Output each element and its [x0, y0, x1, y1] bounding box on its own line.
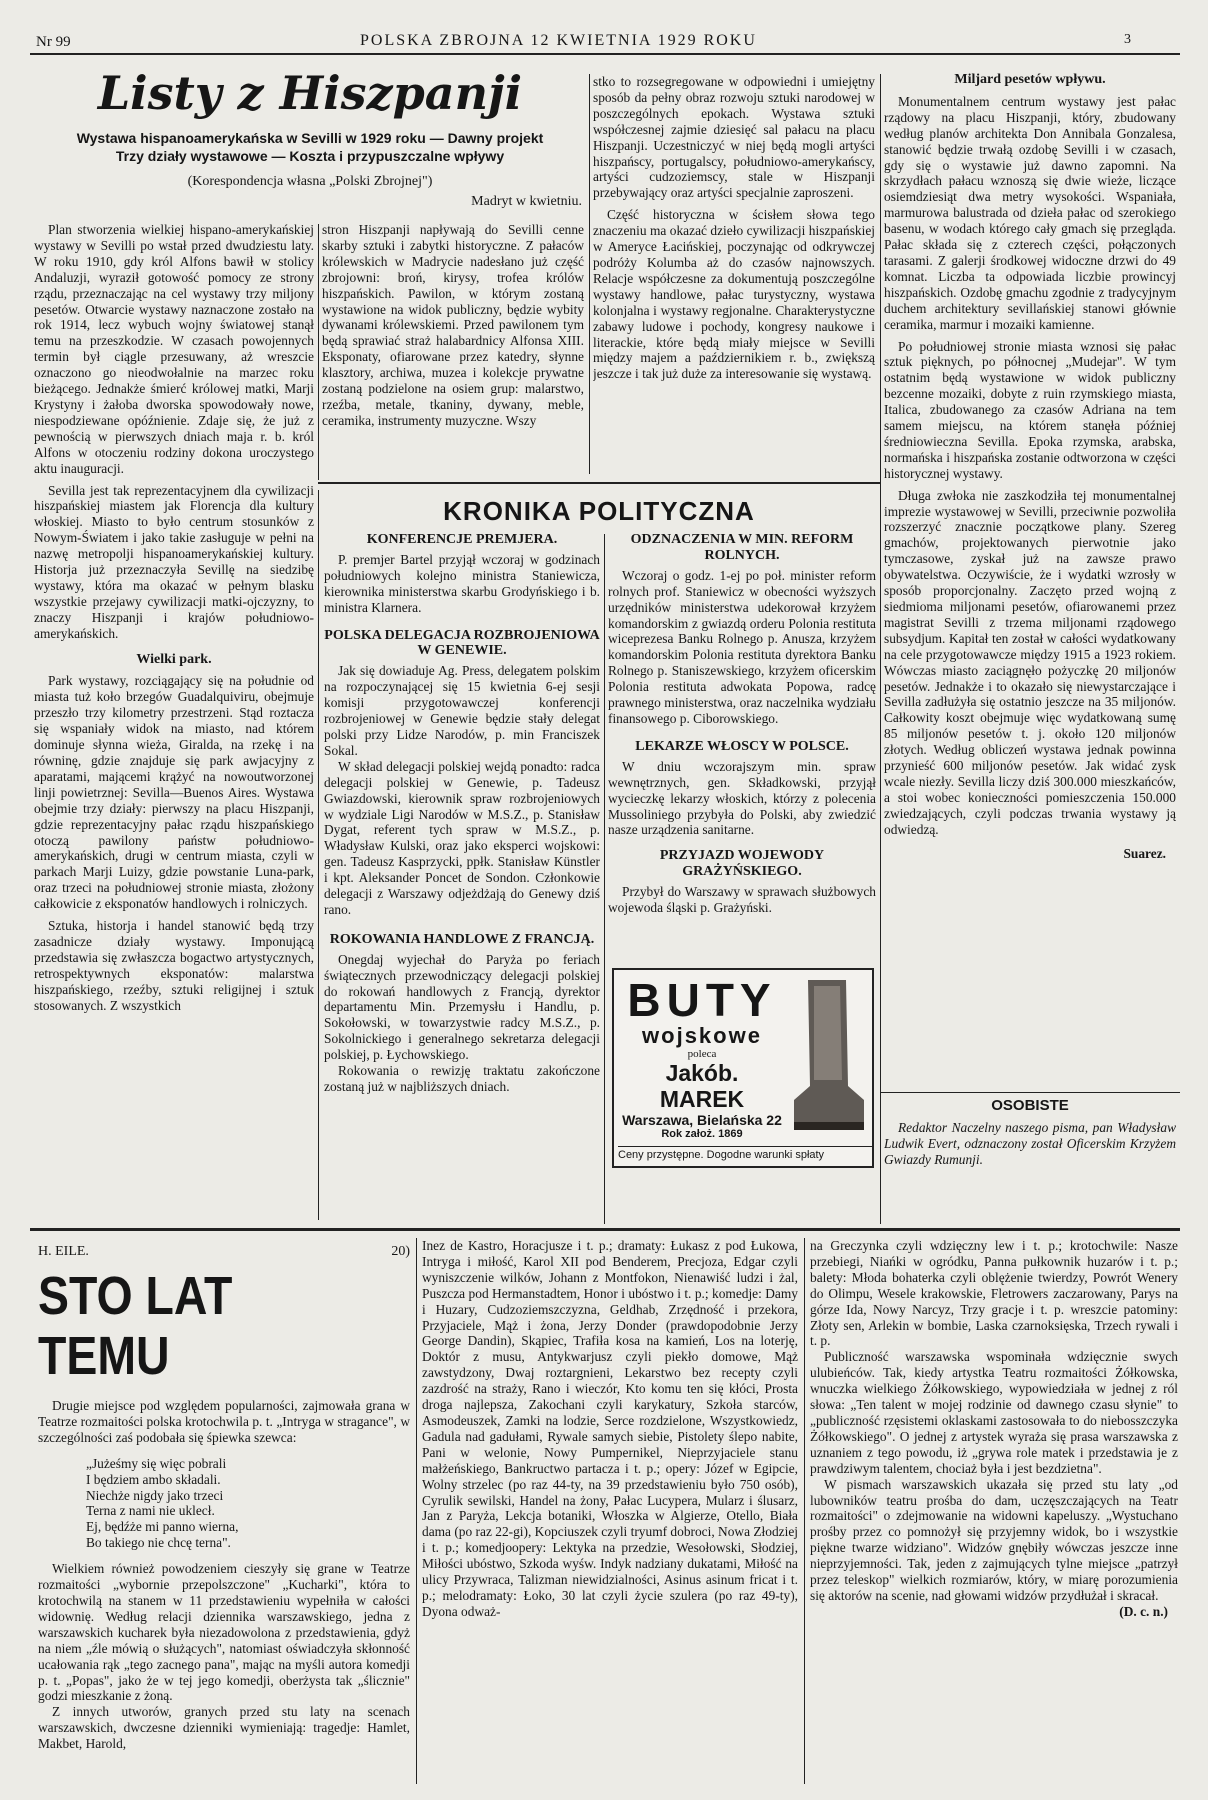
news-heading: ROKOWANIA HANDLOWE Z FRANCJĄ.	[329, 931, 595, 947]
boot-icon	[790, 976, 868, 1136]
article-column-4	[884, 72, 1176, 1052]
ad-subheadline: wojskowe	[642, 1023, 762, 1048]
section-heading-miljard: Miljard pesetów wpływu.	[954, 72, 1106, 87]
news-heading: KONFERENCJE PREMJERA.	[366, 532, 558, 547]
article-paragraph: Park wystawy, rozciągający się na południe od miasta tuż koło brzegów Guadalquiviru, obejmuje przeszło trzy kilometry przestrzeni. Stąd roztacza się wspaniały widok na miasto, nad którem dominuje słynna wieża, Giralda, na rzekę i na równinę, gdzie znajduje się park awjacyjny z aparatami, mającemi krążyć na nowoutworzonej linji powietrznej: Sevilla—Buenos Aires. Wystawa obejmie trzy działy: pierwszy na placu Hiszpanji, gdzie reprezentacyjny pałac rządu hiszpańskiego otoczą pawilony państw południowo-amerykańskich, drugi w centrum miasta, czyli w parkach Marji Luizy, gdzie powstanie Luna-park, oraz trzeci na południowej stronie miasta, złożony całkowicie z eksponatów handlowych i rolniczych.	[34, 673, 314, 912]
article-subtitle-1: Wystawa hispanoamerykańska w Sevilli w 1929 roku — Dawny projekt	[76, 130, 544, 146]
ad-headline: BUTY	[627, 974, 777, 1026]
kronika-top-rule	[318, 482, 880, 484]
ad-recommends: poleca	[687, 1048, 717, 1060]
news-text: W dniu wczorajszym min. spraw wewnętrznych, gen. Składkowski, przyjął wycieczkę lekarzy włoskich, którzy z polecenia Mussoliniego przybyła do Polski, aby zwiedzić nasze urządzenia sanitarne.	[608, 758, 876, 838]
advertisement-buty	[612, 968, 874, 1168]
article-byline: (Korespondencja własna „Polski Zbrojnej")	[187, 174, 433, 189]
article-column-3	[593, 74, 875, 474]
news-text: Rokowania o rewizję traktatu zakończone zostaną już w najbliższych dniach.	[324, 1063, 600, 1094]
verse-line: Niechże nigdy jako trzeci	[86, 1487, 224, 1503]
ad-address: Warszawa, Bielańska 22	[622, 1112, 782, 1128]
news-heading: POLSKA DELEGACJA ROZBROJENIOWA W GENEWIE.	[324, 627, 600, 659]
article-header	[30, 66, 590, 216]
article-paragraph: Monumentalnem centrum wystawy jest pałac rządowy na placu Hiszpanji, który, zbudowany według planów architekta Don Annibala Gonzalesa, stanowić będzie trwałą ozdobę Sevilli i w czasach, gdy się o wystawie już dawno zapomni. Na skrzydłach pałacu wznoszą się dwie wieże, liczące osiemdziesiąt dwa metry wysokości. Wspaniała, marmurowa balustrada od dzieła pałac od szerokiego basenu, w wodach którego cały gmach się przegląda. Pałac składa się z czterech części, połączonych tarasami. Z galerji środkowej widoczne drzwi do 49 komnat. Liczba ta odpowiada liczbie prowincyj hiszpańskich. Ozdobę gmachu zgodnie z tradycyjnym duchem architektury sevillańskiej stanowi głównie ceramika, marmur i mozaiki kamienne.	[884, 93, 1176, 332]
verse-line: Ej, będźże mi panno wierna,	[86, 1519, 239, 1535]
verse-line: „Jużeśmy się więc pobrali	[86, 1455, 227, 1471]
article-title: Listy z Hiszpanji	[97, 66, 523, 120]
news-heading: ODZNACZENIA W MIN. REFORM ROLNYCH.	[630, 532, 854, 563]
kronika-title: KRONIKA POLITYCZNA	[443, 496, 755, 526]
article-dateline: Madryt w kwietniu.	[471, 194, 582, 209]
article-column-2	[322, 222, 584, 472]
news-text: Jak się dowiaduje Ag. Press, delegatem polskim na rozpoczynającej się 15 kwietnia 6-ej sesji komisji przygotowawczej konferencji rozbrojeniowej w Genewie będzie stały delegat polski przy Lidze Narodów, p. min Franciszek Sokal.	[324, 663, 600, 758]
serial-number: 20)	[391, 1244, 410, 1259]
masthead	[30, 28, 1180, 54]
article-paragraph: stko to rozsegregowane w odpowiedni i umiejętny sposób da pełny obraz rozwoju sztuki narodowej w poszczególnych epokach. Wystawa sztuki współczesnej zajmie dziesięć sal pałacu na placu Hiszpanji. Uczestniczyć w niej będą mogli artyści hiszpańscy, portugalscy, południowo-amerykańscy, artyści cudzoziemscy, stale w Hiszpanji przebywający oraz artyści specjalnie zaproszeni.	[593, 74, 875, 201]
article-paragraph: Sevilla jest tak reprezentacyjnem dla cywilizacji hiszpańskiej miastem jak Florencja dla kultury włoskiej. Miasto to było centrum stosunków z Nowym-Światem i jako takie zasługuje w pełni na nazwę metropolji hispanoamerykańskiej kultury. Historja już przeznaczyła Sevillę na siedzibę wystawy, która ma okazać w pełnym blasku wszystkie przejawy cywilizacji matki-ojczyzny, to znaczy Hiszpanji i krajów południowo-amerykańskich.	[34, 482, 314, 641]
kronika-column-right	[608, 532, 876, 952]
serial-paragraph: W pismach warszawskich ukazała się przed stu laty „od lubowników teatru prośba do dam, uczęszczających na Teatr rozmaitości" o zdejmowanie na widowni kapeluszy. „Wystuchano prośby przez co pomnożył się przyjemny widok, bo i wszystkie piękne twarze widziano". Widzów gnębiły wówczas jeszcze inne nieprzyjemności. Tak, jeden z zajmujących tylne miejsce „patrzył przez teleskop" wielkich rozmiarów, który, w miarę porozumienia się aktorów na scenie, nad głowami widzów przydłużał i skracał.	[810, 1476, 1178, 1603]
verse-line: I będziem ambo składali.	[86, 1471, 221, 1487]
serial-column-2	[422, 1238, 798, 1784]
masthead-rule	[30, 53, 1180, 55]
article-paragraph: Część historyczna w ścisłem słowa tego znaczeniu ma okazać dzieło cywilizacji hiszpańskiej w Ameryce Łacińskiej, poczynając od odkrywczej podróży Kolumba aż do czasów najnowszych. Relacje współczesne za dokumentują poszczególne wystawy handlowe, pałac turystyczny, wystawa kolonjalna i wystawy regjonalne. Charakterystyczne zabawy ludowe i pochody, kongresy naukowe i literackie, które będą miały miejsce w Sevilli między majem a październikiem r. b., zwiększą jeszcze i tak już duże za interesowanie się wystawą.	[593, 207, 875, 382]
column-rule	[416, 1238, 417, 1784]
column-rule	[604, 534, 605, 1224]
masthead-title: POLSKA ZBROJNA 12 KWIETNIA 1929 ROKU	[360, 32, 757, 49]
article-subtitle-2: Trzy działy wystawowe — Koszta i przypuszczalne wpływy	[115, 148, 505, 164]
verse-line: Bo takiego nie chcę terna".	[86, 1535, 231, 1551]
ad-company: Jakób. MAREK	[659, 1060, 745, 1112]
news-heading: PRZYJAZD WOJEWODY GRAŻYŃSKIEGO.	[659, 848, 825, 880]
section-heading-park: Wielki park.	[136, 651, 212, 667]
serial-paragraph: Z innych utworów, granych przed stu laty na scenach warszawskich, dwczesne dzienniki wymieniają: tragedje: Hamlet, Makbet, Harold,	[38, 1704, 410, 1752]
serial-author: H. EILE.	[38, 1244, 89, 1259]
news-text: Wczoraj o godz. 1-ej po poł. minister reform rolnych prof. Staniewicz w obecności wyższych urzędników ministerstwa udekorował krzyżem komandorskim z gwiazdą orderu Polonia restituta wiceprezesa Banku Rolnego p. Anusza, krzyżem komandorskim Polonia restituta dyrektora Banku Rolnego p. Staniszewskiego, krzyżem oficerskim Polonia restituta adwokata Popowa, radcę prawnego ministerstwa, oraz naczelnika wydziału finansowego p. Ciborowskiego.	[608, 567, 876, 726]
article-paragraph: stron Hiszpanji napływają do Sevilli cenne skarby sztuki i zabytki historyczne. Z pałaców królewskich w Madrycie nadesłano już część zbrojowni: broń, kirysy, trofea królów hiszpańskich. Pawilon, w którym zostaną wystawione na widok publiczny, będzie wybity dywanami królewskiemi. Przed pawilonem tym będą sprawiać straż halabardnicy Alfonsa XIII. Eksponaty, ofiarowane przez katedry, słynne klasztory, archiwa, muzea i kolekcje prywatne zostaną podzielone na osiem grup: malarstwo, rzeźba, metale, tkaniny, dywany, meble, ceramika, instrumenty muzyczne. Wszy	[322, 222, 584, 428]
column-rule	[589, 74, 590, 474]
news-text: P. premjer Bartel przyjął wczoraj w godzinach południowych kolejno ministra Staniewicza, kierownika ministerstwa skarbu Grodyńskiego i b. ministra Klarnera.	[324, 551, 600, 615]
song-verse	[86, 1456, 410, 1551]
serial-title: STO LAT TEMU	[38, 1266, 233, 1386]
verse-line: Terna z nami nie uklecł.	[86, 1503, 215, 1519]
news-heading: LEKARZE WŁOSCY W POLSCE.	[635, 738, 849, 754]
article-paragraph: Długa zwłoka nie zaszkodziła tej monumentalnej imprezie wystawowej w Sevilli, przeciwnie pozwoliła rozszerzyć znacznie początkowe plany. Szereg gmachów, projektowanych pierwotnie jako tymczasowe, zyskał już na zawsze prawo obywatelstwa. Oczywiście, że i wydatki wzrosły w sposób proporcjonalny. Zaczęto przed wojną z siedmioma miljonami pesetów, ofiarowanemi przez magistrat Sevilli z trzema miljonami rządowego subsydjum. Kapitał ten został w całości wydatkowany na cele przygotowawcze między 1915 a 1923 rokiem. Wówczas miasto zaciągnęło pożyczkę 20 miljonów pesetów. Jednakże i to okazało się niewystarczające i Sevilla zadłużyła się ostatnio jeszcze na 35 miljonów. Całkowity koszt obejmuje więc wydatkowaną sumę 85 miljonów pesetów t. j. około 120 miljonów złotych. Według obliczeń wystawa jednak powinna przynieść 600 miljonów pesetów. Jak widać zysk wcale niezły. Sevilla liczy dziś 300.000 mieszkańców, a stoi wobec konieczności pomieszczenia 150.000 zwiedzających, czyli podczas trwania wystawy ją odwiedzą.	[884, 487, 1176, 837]
column-rule	[804, 1238, 805, 1784]
osobiste-top-rule	[880, 1092, 1180, 1093]
news-text: Onegdaj wyjechał do Paryża po feriach świątecznych przewodniczący delegacji polskiej do rokowań handlowych z Francją, dyrektor departamentu Min. Przemysłu i Handlu, p. Sokołowski, w towarzystwie radcy M.S.Z., p. Sokolnickiego i generalnego sekretarza delegacji polskiej, p. Łychowskiego.	[324, 951, 600, 1063]
osobiste-text: Redaktor Naczelny naszego pisma, pan Władysław Ludwik Evert, odznaczony został Oficerskim Krzyżem Gwiazdy Rumunji.	[884, 1120, 1176, 1167]
osobiste-title: OSOBISTE	[991, 1098, 1069, 1114]
serial-paragraph: na Greczynka czyli wdzięczny lew i t. p.; krotochwile: Nasze przebiegi, Niańki w ogródku, Panna pułkownik huzarów i t. p.; balety: Młoda bohaterka czyli oblężenie twierdzy, Powrót Wenery do Olimpu, Wesele krakowskie, Fletrowers zaczarowany, Parys na górze Ida, Nowy Narcyz, Trzy gracje i t. p. wreszcie patominy: Złoty sen, Arlekin w bombie, Laska czarnoksięska, Trzech rywali i t. p.	[810, 1238, 1178, 1349]
serial-paragraph: Publiczność warszawska wspominała wdzięcznie swych ulubieńców. Tak, kiedy artystka Teatru rozmaitości Żółkowska, wnuczka wielkiego Żółkowskiego, wypowiedziała w jednej z ról słowa: „Ten talent w mojej rodzinie od dawnego czasu słynie" to „publiczność rzęsistemi oklaskami zastosowała to do niebosszczyka Żółkowskiego". O jednej z artystek wyraża się prasa warszawska z uznaniem z tego powodu, iż „grywa role matek i przedstawia je z prawdziwym talentem, chociaż była i jest bezdzietna".	[810, 1349, 1178, 1476]
serial-column-3	[810, 1238, 1178, 1784]
article-paragraph: Sztuka, historja i handel stanowić będą trzy zasadnicze działy wystawy. Imponującą przedstawia się zwłaszcza bogactwo artystycznych, retrospektywnych eksponatów: malarstwa hiszpańskiego, rzeźby, sztuki religijnej i sztuk stosowanych. Z wszystkich	[34, 918, 314, 1013]
to-be-continued: (D. c. n.)	[1119, 1603, 1168, 1619]
article-paragraph: Plan stworzenia wielkiej hispano-amerykańskiej wystawy w Sevilli po wstał przed dwudziestu laty. W roku 1910, gdy król Alfons bawił w stolicy Andaluzji, wyraził gotowość pomocy ze strony rządu, przeznaczając na cel wystawy trzy miljony pesetów. Otwarcie wystawy naznaczone zostało na rok 1914, lecz wybuch wojny światowej stanął temu na przeszkodzie. W czasach powojennych termin był ciągle przesuwany, aż wreszcie oznaczono go nieodwołalnie na marzec roku bieżącego. Jednakże śmierć królowej matki, Marji Krystyny i żałoba dworska spowodowały nowe, niespodziewane opóźnienie. Zdaje się, że już z pewnością w pierwszych dniach maja r. b. król Alfons w otoczeniu rodziny dokona uroczystego aktu inauguracji.	[34, 222, 314, 476]
serial-paragraph: Inez de Kastro, Horacjusze i t. p.; dramaty: Łukasz z pod Łukowa, Intryga i miłość, Karol XII pod Benderem, Precjoza, Edgar czyli wyniszczenie wilków, Johann z Montfokon, Nienawiść ludzi i żal, Puszcza pod Hermanstadtem, Honor i ubóstwo i t. p.; komedje: Damy i Huzary, Cudzoziemszczyzna, Geldhab, Zrzędność i przekora, Przyjaciele, Mąż i żona, Jerzy Donder (prawdopodobnie Jerzy George Dandin), Skąpiec, Trafiła kosa na kamień, Los na loterję, Doktór z musu, Antykwarjusz czyli piekło domowe, Mąż zawstydzony, Dwaj roztargnieni, Lekarstwo bez recepty czyli zazdrość na straży, Rano i wieczór, Kto komu ten się kłóci, Prosta droga najlepsza, Zakochani czyli karykatury, Szkoła starców, Asmodeuszek, Zamki na lodzie, Serce rozdzielone, Wszystkowiedz, Gadula nad gadułami, Rywale samych siebie, Pistolety ślepo nabite, Pani w welonie, Nowy Pumpernikel, Nieprzyjaciele stanu małżeńskiego, Bankructwo partacza i t. p.; opery: Józef w Egipcie, Wolny strzelec (po raz 44-ty, na 39 przedstawieniu było 750 osób), Cyrulik sewilski, Handel na żony, Pałac Lucypera, Mularz i ślusarz, Jan z Paryża, Lekcja botaniki, Włoszka w Algierze, Otello, Biała dama (po raz 22-gi), Kopciuszek czyli tryumf dobroci, Nowa Złodziej i t. p.; komedjoopery: Lektyka na przedzie, Wesołowski, Słodziej, Miłości ubóstwo, Szkoda wyśw. Indyk nadziany dukatami, Miłość na ulicy Przywraca, Talizman niewidzialności, Asinus asinum fricat i t. p.; melodramaty: Łoko, 30 lat czyli życie szulera (po raz 49-ty), Dyona odważ-	[422, 1238, 798, 1619]
column-rule	[318, 224, 319, 480]
serial-paragraph: Wielkiem również powodzeniem cieszyły się grane w Teatrze rozmaitości „wybornie przepolszczone" „Kucharki", która to krotochwilą na stanem w 11 przedstawieniu wypełniła w całości widownię. Według relacji dziennika warszawskiego, jedna z warszawskich kucharek była niezadowolona z przedstawienia, gdyż na niem „źle mówią o służących", natomiast oświadczyła skłonność ucałowania rąk „tego zacnego pana", mając na myśli autora komedji p. t. „Popas", jako że w tej jego komedji, oberżysta tak „ślicznie" godzi mieszkanie z żoną.	[38, 1561, 410, 1704]
column-rule	[318, 490, 319, 1220]
ad-founded: Rok założ. 1869	[661, 1128, 743, 1140]
column-rule	[880, 74, 881, 1224]
article-paragraph: Po południowej stronie miasta wznosi się pałac sztuk pięknych, po północnej „Mudejar". W tym ostatnim będą wystawione w widok publiczny bezcenne mozaiki, dobyte z ruin rzymskiego miasta, Italica, zbudowanego za czasów Adriana na tem samem miejscu, na którem stanęła później średniowieczna Sevilla. Epoka rzymska, arabska, normańska i hiszpańska zostanie odtworzona w części historycznej wystawy.	[884, 338, 1176, 481]
article-column-1	[34, 222, 314, 1222]
news-text: W skład delegacji polskiej wejdą ponadto: radca delegacji polskiej w Genewie, p. Tadeusz Gwiazdowski, kierownik spraw rozbrojeniowych w wydziale Ligi Narodów w M.S.Z., p. Stanisław Dygat, referent tych spraw w M.S.Z., p. Władysław Kulski, oraz jako eksperci wojskowi: gen. Tadeusz Kasprzycki, ppłk. Stanisław Künstler i kpt. Aleksander Poncet de Sondon. Członkowie delegacji z Warszawy odjeżdżają do Genewy dziś rano.	[324, 758, 600, 917]
kronika-column-left	[324, 532, 600, 1222]
serial-column-1	[38, 1244, 410, 1784]
page-number: 3	[1124, 32, 1131, 47]
news-text: Przybył do Warszawy w sprawach służbowych wojewoda śląski p. Grażyński.	[608, 884, 876, 916]
osobiste-box	[884, 1098, 1176, 1218]
article-signature: Suarez.	[1123, 845, 1166, 861]
ad-terms: Ceny przystępne. Dogodne warunki spłaty	[618, 1146, 872, 1161]
serial-paragraph: Drugie miejsce pod względem popularności, zajmowała grana w Teatrze rozmaitości polska krotochwila p. t. „Intryga w stragance", w szczególności zaś podobała się śpiewka szewca:	[38, 1398, 410, 1445]
section-divider	[30, 1228, 1180, 1231]
issue-number: Nr 99	[36, 34, 71, 50]
